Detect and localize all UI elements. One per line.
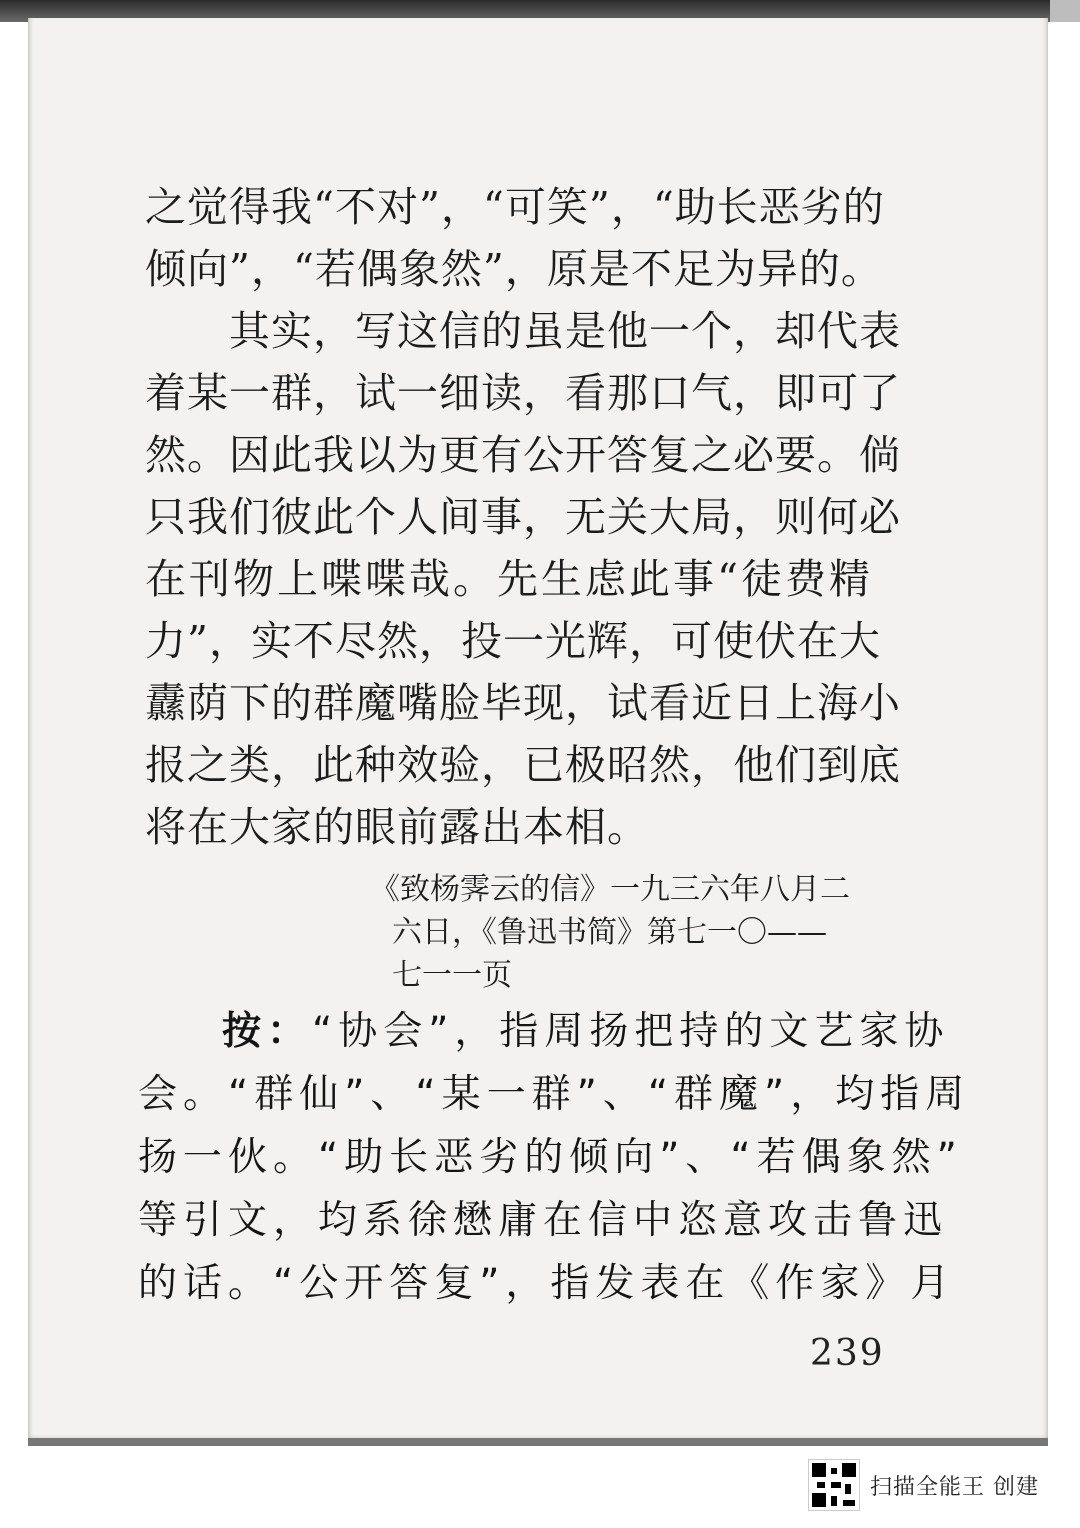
source-citation bbox=[370, 868, 895, 997]
scanner-watermark bbox=[808, 1458, 1039, 1512]
note-line bbox=[138, 1000, 950, 1063]
note-line bbox=[138, 1252, 956, 1315]
body-line bbox=[145, 610, 925, 672]
body-line-text: 力”，实不尽然，投一光辉，可使伏在大 bbox=[145, 617, 881, 665]
note-text: “协会”，指周扬把持的文艺家协 bbox=[312, 1009, 950, 1054]
page-bottom-edge bbox=[28, 1438, 1048, 1446]
note-line bbox=[138, 1063, 971, 1126]
body-line-text: 只我们彼此个人间事，无关大局，则何必 bbox=[145, 493, 901, 541]
body-line-text: 然。因此我以为更有公开答复之必要。倘 bbox=[145, 431, 901, 479]
body-line bbox=[145, 548, 925, 610]
body-line-text: 纛荫下的群魔嘴脸毕现，试看近日上海小 bbox=[145, 679, 901, 727]
body-line-text: 倾向”，“若偶象然”，原是不足为异的。 bbox=[145, 245, 883, 293]
body-line bbox=[145, 734, 925, 796]
citation-line: 六日，《鲁迅书简》第七一〇—— bbox=[392, 915, 827, 950]
qr-code-icon bbox=[808, 1459, 860, 1511]
body-line bbox=[145, 672, 925, 734]
body-line bbox=[145, 486, 925, 548]
page-number: 239 bbox=[810, 1333, 885, 1374]
note-text: 扬一伙。“助长恶劣的倾向”、“若偶象然” bbox=[138, 1135, 963, 1180]
note-text: 的话。“公开答复”，指发表在《作家》月 bbox=[138, 1261, 956, 1306]
note-line bbox=[138, 1189, 949, 1252]
body-line bbox=[145, 300, 925, 362]
body-line bbox=[145, 424, 925, 486]
body-line-text: 报之类，此种效验，已极昭然，他们到底 bbox=[145, 741, 901, 789]
body-line-text: 之觉得我“不对”，“可笑”，“助长恶劣的 bbox=[145, 183, 885, 231]
note-line bbox=[138, 1126, 963, 1189]
citation-line: 《致杨霁云的信》一九三六年八月二 bbox=[370, 872, 850, 907]
body-line bbox=[145, 362, 925, 424]
note-label: 按： bbox=[222, 1009, 313, 1054]
citation-line: 七一一页 bbox=[392, 958, 512, 993]
editor-note bbox=[138, 1000, 971, 1315]
body-line-text: 着某一群，试一细读，看那口气，即可了 bbox=[145, 369, 901, 417]
body-line bbox=[145, 796, 925, 858]
body-text bbox=[145, 176, 925, 858]
note-text: 等引文，均系徐懋庸在信中恣意攻击鲁迅 bbox=[138, 1198, 949, 1243]
watermark-text: 扫描全能王 创建 bbox=[870, 1474, 1039, 1500]
body-line-text: 在刊物上喋喋哉。先生虑此事“徒费精 bbox=[145, 555, 873, 603]
body-line bbox=[145, 238, 925, 300]
body-line bbox=[145, 176, 925, 238]
scan-top-corner bbox=[1050, 0, 1080, 22]
note-text: 会。“群仙”、“某一群”、“群魔”，均指周 bbox=[138, 1072, 971, 1117]
body-line-text: 将在大家的眼前露出本相。 bbox=[145, 803, 649, 851]
body-line-text: 其实，写这信的虽是他一个，却代表 bbox=[229, 307, 901, 355]
